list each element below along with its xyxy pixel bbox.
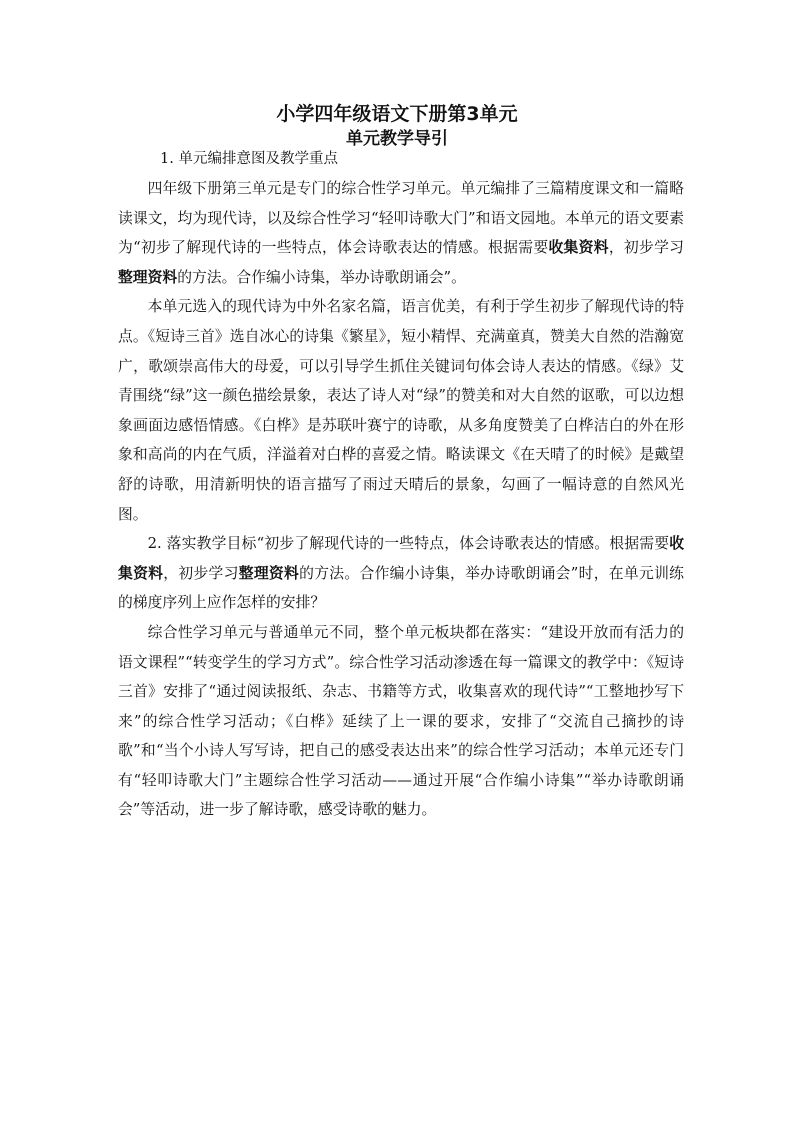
document-body xyxy=(118,174,684,825)
paragraph-3 xyxy=(118,529,684,618)
paragraph-3-text-c: ，初步学习 xyxy=(163,564,239,582)
paragraph-4: 综合性学习单元与普通单元不同，整个单元板块都在落实：“建设开放而有活力的语文课程”“转变学生的学习方式”。综合性学习活动渗透在每一篇课文的教学中：《短诗三首》安排了“通过阅读报纸、杂志、书籍等方式，收集喜欢的现代诗”“工整地抄写下来”的综合性学习活动；《白桦》延续了上一课的要求，安排了“交流自己摘抄的诗歌”和“当个小诗人写写诗，把自己的感受表达出来”的综合性学习活动；本单元还专门有“轻叩诗歌大门”主题综合性学习活动——通过开展“合作编小诗集”“举办诗歌朗诵会”等活动，进一步了解诗歌，感受诗歌的魅力。 xyxy=(118,623,684,819)
bold-term-collect: 收集资料 xyxy=(118,535,684,582)
paragraph-3-text-a: 2. 落实教学目标“初步了解现代诗的一些特点，体会诗歌表达的情感。根据需要 xyxy=(147,535,670,553)
bold-term-organize: 整理资料 xyxy=(118,268,178,286)
paragraph-1-text-a: 四年级下册第三单元是专门的综合性学习单元。单元编排了三篇精度课文和一篇略读课文，均为现代诗，以及综合性学习“轻叩诗歌大门”和语文园地。本单元的语文要素为“初步了解现代诗的一些特点，体会诗歌表达的情感。根据需要 xyxy=(118,180,684,257)
document-subtitle: 单元教学导引 xyxy=(346,129,448,149)
document-title: 小学四年级语文下册第3单元 xyxy=(276,103,518,125)
bold-term-collect: 收集资料 xyxy=(548,239,609,257)
bold-term-organize: 整理资料 xyxy=(238,564,300,582)
paragraph-1-text-d: 的方法。合作编小诗集，举办诗歌朗诵会”。 xyxy=(177,268,466,286)
section-1-heading: 1. 单元编排意图及教学重点 xyxy=(160,151,338,167)
paragraph-2: 本单元选入的现代诗为中外名家名篇，语言优美，有利于学生初步了解现代诗的特点。《短诗三首》选自冰心的诗集《繁星》，短小精悍、充满童真，赞美大自然的浩瀚宽广，歌颂崇高伟大的母爱，可以引导学生抓住关键词句体会诗人表达的情感。《绿》艾青围绕“绿”这一颜色描绘景象，表达了诗人对“绿”的赞美和对大自然的讴歌，可以边想象画面边感悟情感。《白桦》是苏联叶赛宁的诗歌，从多角度赞美了白桦洁白的外在形象和高尚的内在气质，洋溢着对白桦的喜爱之情。略读课文《在天晴了的时候》是戴望舒的诗歌，用清新明快的语言描写了雨过天晴后的景象，勾画了一幅诗意的自然风光图。 xyxy=(118,298,684,523)
paragraph-3-text-d: 的方法。合作编小诗集，举办诗歌朗诵会”时，在单元训练的梯度序列上应作怎样的安排？ xyxy=(118,564,684,612)
paragraph-1-text-c: ，初步学习 xyxy=(608,239,684,257)
paragraph-1 xyxy=(118,174,684,292)
